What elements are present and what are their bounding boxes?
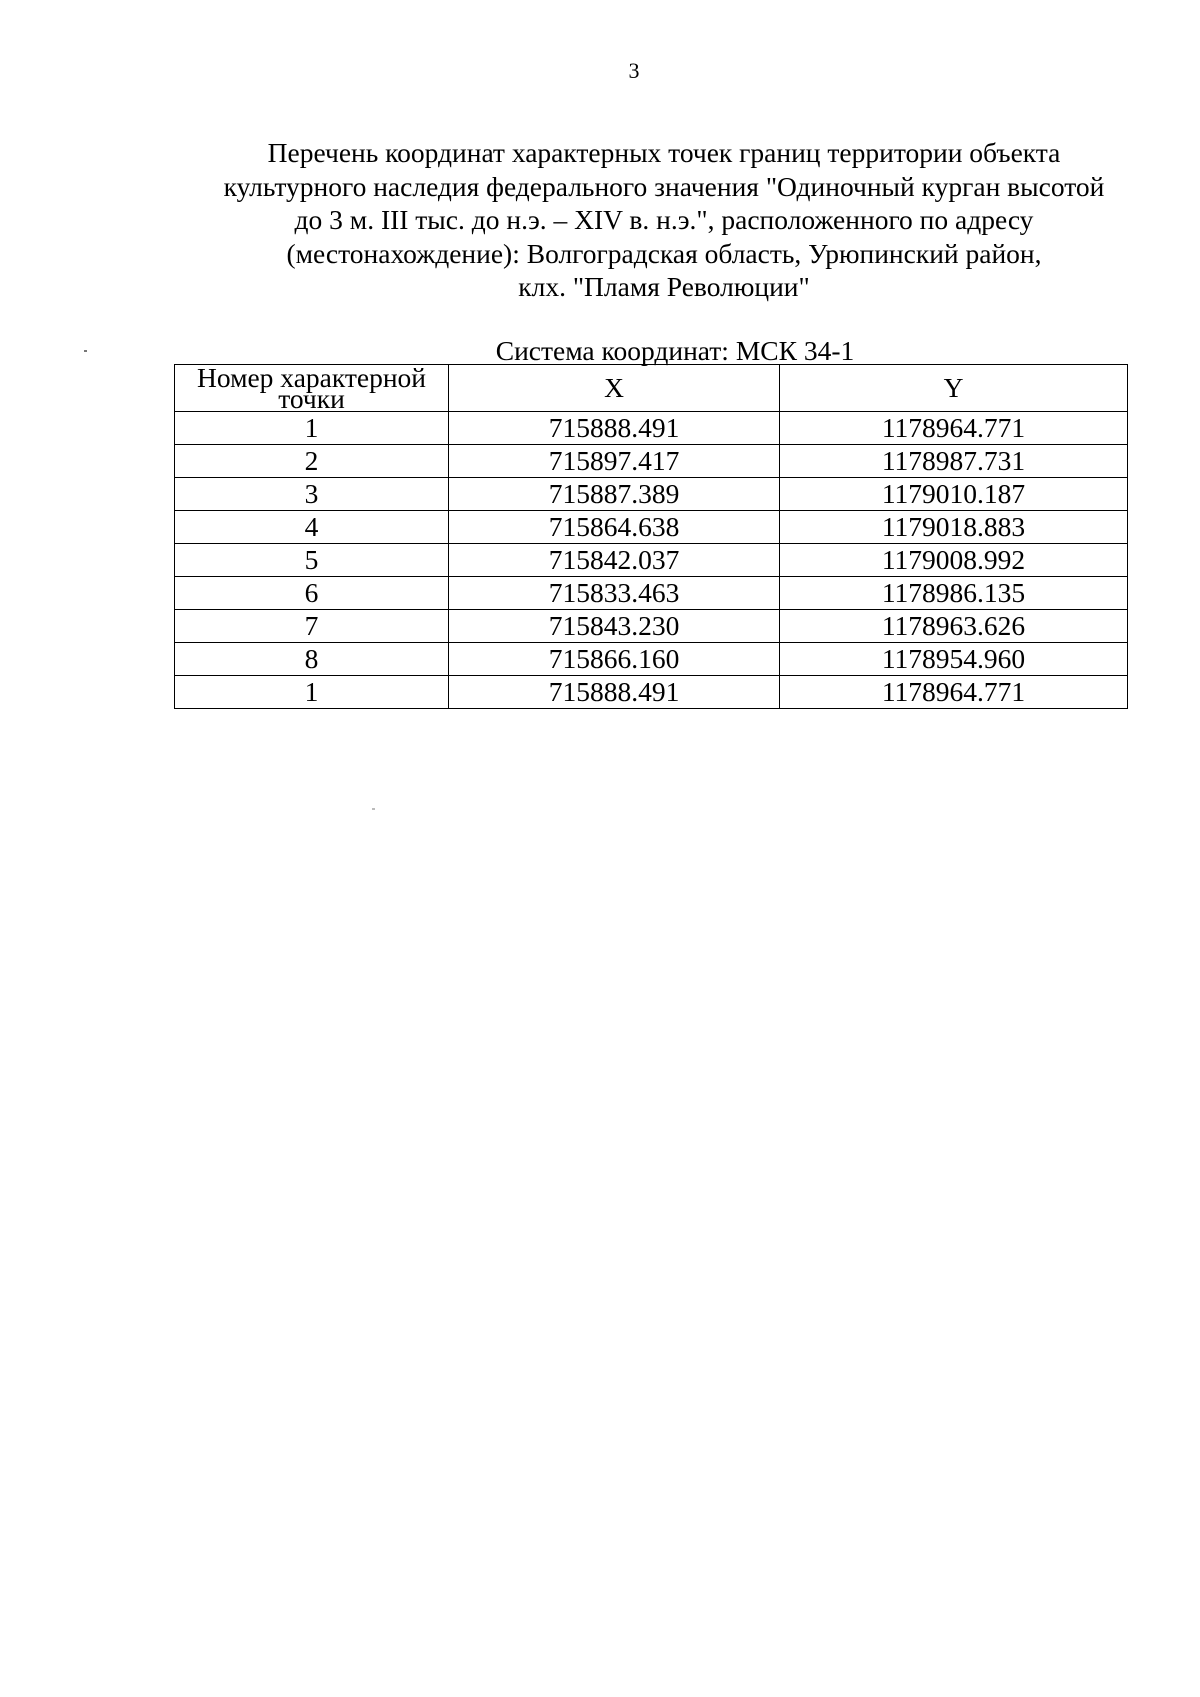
- x-cell: 715888.491: [449, 676, 780, 709]
- document-title: [190, 136, 1138, 304]
- scan-speck: [84, 350, 87, 352]
- title-line: культурного наследия федерального значения "Одиночный курган высотой: [223, 170, 1105, 202]
- y-cell: 1178986.135: [780, 577, 1128, 610]
- y-cell: 1178963.626: [780, 610, 1128, 643]
- title-line: клх. "Пламя Революции": [518, 271, 810, 303]
- point-number-cell: 6: [175, 577, 449, 610]
- header-y: Y: [780, 365, 1128, 412]
- point-number-cell: 2: [175, 445, 449, 478]
- table-row: [175, 544, 1128, 577]
- point-number-cell: 1: [175, 676, 449, 709]
- coordinates-table: [174, 364, 1128, 709]
- point-number-cell: 4: [175, 511, 449, 544]
- table-row: [175, 676, 1128, 709]
- x-cell: 715897.417: [449, 445, 780, 478]
- x-cell: 715887.389: [449, 478, 780, 511]
- y-cell: 1178954.960: [780, 643, 1128, 676]
- x-cell: 715842.037: [449, 544, 780, 577]
- y-cell: 1179008.992: [780, 544, 1128, 577]
- point-number-cell: 3: [175, 478, 449, 511]
- table-row: [175, 511, 1128, 544]
- table-row: [175, 643, 1128, 676]
- y-cell: 1178987.731: [780, 445, 1128, 478]
- y-cell: 1179018.883: [780, 511, 1128, 544]
- point-number-cell: 8: [175, 643, 449, 676]
- table-row: [175, 445, 1128, 478]
- coordinate-system-caption: Система координат: МСК 34-1: [495, 335, 855, 366]
- title-line: Перечень координат характерных точек границ территории объекта: [267, 137, 1061, 168]
- x-cell: 715888.491: [449, 412, 780, 445]
- table-row: [175, 610, 1128, 643]
- y-cell: 1179010.187: [780, 478, 1128, 511]
- point-number-cell: 1: [175, 412, 449, 445]
- y-cell: 1178964.771: [780, 676, 1128, 709]
- header-point-number: Номер характерной точки: [175, 365, 449, 412]
- point-number-cell: 5: [175, 544, 449, 577]
- x-cell: 715864.638: [449, 511, 780, 544]
- x-cell: 715866.160: [449, 643, 780, 676]
- table-row: [175, 412, 1128, 445]
- title-line: до 3 м. III тыс. до н.э. – XIV в. н.э.", расположенного по адресу: [294, 204, 1034, 236]
- header-x: X: [449, 365, 780, 412]
- table-header-row: [175, 365, 1128, 412]
- y-cell: 1178964.771: [780, 412, 1128, 445]
- table-row: [175, 577, 1128, 610]
- x-cell: 715843.230: [449, 610, 780, 643]
- page-number: 3: [628, 58, 640, 83]
- title-line: (местонахождение): Волгоградская область, Урюпинский район,: [286, 237, 1042, 269]
- point-number-cell: 7: [175, 610, 449, 643]
- scan-speck: [372, 808, 375, 810]
- x-cell: 715833.463: [449, 577, 780, 610]
- table-row: [175, 478, 1128, 511]
